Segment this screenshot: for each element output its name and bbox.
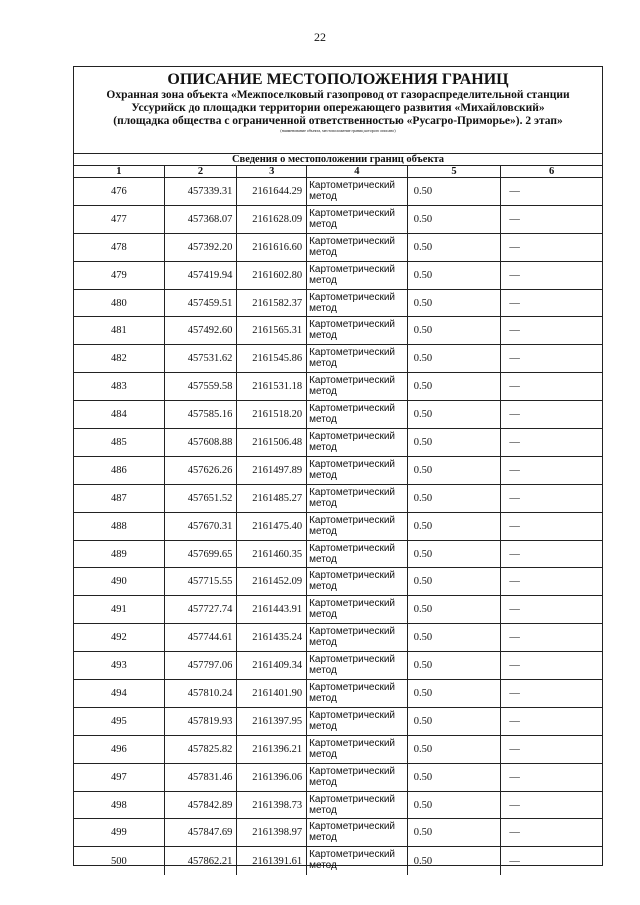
cell-point-number: 478 xyxy=(74,234,165,261)
table-row xyxy=(74,290,602,318)
cell-method: Картометрический метод xyxy=(307,624,408,651)
document-title: ОПИСАНИЕ МЕСТОПОЛОЖЕНИЯ ГРАНИЦ xyxy=(167,71,509,88)
cell-coord-x: 457368.07 xyxy=(165,206,238,233)
cell-method: Картометрический метод xyxy=(307,847,408,875)
cell-coord-x: 457585.16 xyxy=(165,401,238,428)
table-row xyxy=(74,764,602,792)
column-header: 2 xyxy=(165,166,238,177)
table-row xyxy=(74,401,602,429)
cell-coord-y: 2161565.31 xyxy=(237,317,307,344)
cell-coord-x: 457842.89 xyxy=(165,792,238,819)
cell-accuracy: 0.50 xyxy=(408,736,502,763)
cell-coord-x: 457626.26 xyxy=(165,457,238,484)
cell-point-number: 494 xyxy=(74,680,165,707)
table-row xyxy=(74,680,602,708)
cell-method: Картометрический метод xyxy=(307,345,408,372)
cell-coord-y: 2161452.09 xyxy=(237,568,307,595)
cell-accuracy: 0.50 xyxy=(408,847,502,875)
cell-point-number: 489 xyxy=(74,541,165,568)
cell-coord-y: 2161409.34 xyxy=(237,652,307,679)
table-row xyxy=(74,373,602,401)
cell-description: — xyxy=(509,855,520,867)
cell-description: — xyxy=(509,436,520,448)
cell-description: — xyxy=(509,604,520,616)
cell-point-number: 498 xyxy=(74,792,165,819)
cell-accuracy: 0.50 xyxy=(408,513,502,540)
cell-point-number: 496 xyxy=(74,736,165,763)
cell-coord-x: 457797.06 xyxy=(165,652,238,679)
cell-method: Картометрический метод xyxy=(307,596,408,623)
cell-coord-y: 2161475.40 xyxy=(237,513,307,540)
cell-method: Картометрический метод xyxy=(307,401,408,428)
cell-coord-x: 457608.88 xyxy=(165,429,238,456)
cell-point-number: 485 xyxy=(74,429,165,456)
column-header: 6 xyxy=(549,166,555,177)
cell-description: — xyxy=(509,409,520,421)
cell-description: — xyxy=(509,185,520,197)
cell-coord-y: 2161396.21 xyxy=(237,736,307,763)
cell-coord-y: 2161398.73 xyxy=(237,792,307,819)
cell-description: — xyxy=(509,269,520,281)
table-row xyxy=(74,847,602,875)
subtitle-line-1: Охранная зона объекта «Межпоселковый газопровод от газораспределительной станции xyxy=(106,89,570,101)
cell-method: Картометрический метод xyxy=(307,262,408,289)
cell-accuracy: 0.50 xyxy=(408,596,502,623)
cell-accuracy: 0.50 xyxy=(408,373,502,400)
cell-coord-y: 2161545.86 xyxy=(237,345,307,372)
cell-coord-x: 457392.20 xyxy=(165,234,238,261)
cell-point-number: 493 xyxy=(74,652,165,679)
cell-accuracy: 0.50 xyxy=(408,764,502,791)
cell-coord-y: 2161616.60 xyxy=(237,234,307,261)
object-caption: (наименование объекта, местоположение границ которого описано) xyxy=(280,128,396,133)
cell-method: Картометрический метод xyxy=(307,764,408,791)
cell-accuracy: 0.50 xyxy=(408,262,502,289)
cell-coord-y: 2161398.97 xyxy=(237,819,307,846)
cell-description: — xyxy=(509,241,520,253)
table-row xyxy=(74,178,602,206)
cell-coord-x: 457715.55 xyxy=(165,568,238,595)
cell-point-number: 476 xyxy=(74,178,165,205)
table-row xyxy=(74,541,602,569)
table-row xyxy=(74,568,602,596)
cell-point-number: 492 xyxy=(74,624,165,651)
table-row xyxy=(74,234,602,262)
cell-coord-x: 457651.52 xyxy=(165,485,238,512)
cell-method: Картометрический метод xyxy=(307,541,408,568)
cell-coord-x: 457699.65 xyxy=(165,541,238,568)
column-header: 5 xyxy=(408,166,502,177)
cell-method: Картометрический метод xyxy=(307,206,408,233)
cell-method: Картометрический метод xyxy=(307,485,408,512)
table-row xyxy=(74,596,602,624)
cell-coord-y: 2161506.48 xyxy=(237,429,307,456)
table-row xyxy=(74,457,602,485)
cell-accuracy: 0.50 xyxy=(408,485,502,512)
cell-description: — xyxy=(509,464,520,476)
cell-description: — xyxy=(509,632,520,644)
cell-description: — xyxy=(509,325,520,337)
cell-coord-x: 457825.82 xyxy=(165,736,238,763)
cell-coord-y: 2161401.90 xyxy=(237,680,307,707)
cell-coord-x: 457531.62 xyxy=(165,345,238,372)
cell-coord-x: 457847.69 xyxy=(165,819,238,846)
cell-method: Картометрический метод xyxy=(307,680,408,707)
cell-method: Картометрический метод xyxy=(307,652,408,679)
table-row xyxy=(74,736,602,764)
cell-method: Картометрический метод xyxy=(307,373,408,400)
cell-accuracy: 0.50 xyxy=(408,792,502,819)
cell-point-number: 487 xyxy=(74,485,165,512)
cell-method: Картометрический метод xyxy=(307,513,408,540)
cell-method: Картометрический метод xyxy=(307,708,408,735)
table-row xyxy=(74,317,602,345)
cell-coord-x: 457492.60 xyxy=(165,317,238,344)
cell-accuracy: 0.50 xyxy=(408,680,502,707)
cell-coord-y: 2161518.20 xyxy=(237,401,307,428)
cell-description: — xyxy=(509,715,520,727)
page-number: 22 xyxy=(314,30,326,44)
table-row xyxy=(74,819,602,847)
cell-coord-y: 2161443.91 xyxy=(237,596,307,623)
cell-coord-x: 457819.93 xyxy=(165,708,238,735)
cell-description: — xyxy=(509,492,520,504)
cell-method: Картометрический метод xyxy=(307,290,408,317)
subtitle-line-2: Уссурийск до площадки территории опережающего развития «Михайловский» xyxy=(131,102,545,114)
cell-point-number: 481 xyxy=(74,317,165,344)
cell-point-number: 483 xyxy=(74,373,165,400)
cell-method: Картометрический метод xyxy=(307,736,408,763)
table-row xyxy=(74,624,602,652)
cell-accuracy: 0.50 xyxy=(408,708,502,735)
column-header: 1 xyxy=(74,166,165,177)
table-row xyxy=(74,485,602,513)
cell-point-number: 495 xyxy=(74,708,165,735)
cell-coord-x: 457419.94 xyxy=(165,262,238,289)
table-row xyxy=(74,652,602,680)
cell-coord-y: 2161435.24 xyxy=(237,624,307,651)
cell-description: — xyxy=(509,213,520,225)
cell-method: Картометрический метод xyxy=(307,568,408,595)
cell-coord-x: 457744.61 xyxy=(165,624,238,651)
cell-description: — xyxy=(509,687,520,699)
cell-accuracy: 0.50 xyxy=(408,206,502,233)
cell-accuracy: 0.50 xyxy=(408,541,502,568)
cell-accuracy: 0.50 xyxy=(408,345,502,372)
document-header xyxy=(74,67,602,154)
column-header: 4 xyxy=(307,166,408,177)
cell-description: — xyxy=(509,771,520,783)
cell-coord-y: 2161497.89 xyxy=(237,457,307,484)
table-body xyxy=(74,178,602,875)
cell-method: Картометрический метод xyxy=(307,429,408,456)
table-row xyxy=(74,513,602,541)
table-row xyxy=(74,206,602,234)
cell-description: — xyxy=(509,799,520,811)
cell-description: — xyxy=(509,576,520,588)
cell-point-number: 488 xyxy=(74,513,165,540)
cell-coord-x: 457459.51 xyxy=(165,290,238,317)
cell-point-number: 477 xyxy=(74,206,165,233)
cell-coord-y: 2161602.80 xyxy=(237,262,307,289)
cell-description: — xyxy=(509,353,520,365)
cell-accuracy: 0.50 xyxy=(408,652,502,679)
cell-coord-x: 457559.58 xyxy=(165,373,238,400)
cell-coord-y: 2161582.37 xyxy=(237,290,307,317)
cell-coord-x: 457339.31 xyxy=(165,178,238,205)
column-header-row xyxy=(74,166,602,178)
cell-point-number: 500 xyxy=(74,847,165,875)
cell-description: — xyxy=(509,548,520,560)
cell-point-number: 484 xyxy=(74,401,165,428)
cell-method: Картометрический метод xyxy=(307,178,408,205)
cell-point-number: 490 xyxy=(74,568,165,595)
cell-coord-x: 457670.31 xyxy=(165,513,238,540)
cell-accuracy: 0.50 xyxy=(408,178,502,205)
cell-coord-x: 457862.21 xyxy=(165,847,238,875)
cell-point-number: 486 xyxy=(74,457,165,484)
boundary-table xyxy=(73,66,603,872)
section-title: Сведения о местоположении границ объекта xyxy=(74,154,602,166)
cell-coord-x: 457831.46 xyxy=(165,764,238,791)
table-row xyxy=(74,345,602,373)
cell-description: — xyxy=(509,381,520,393)
cell-description: — xyxy=(509,743,520,755)
cell-accuracy: 0.50 xyxy=(408,624,502,651)
cell-accuracy: 0.50 xyxy=(408,819,502,846)
cell-description: — xyxy=(509,827,520,839)
table-row xyxy=(74,429,602,457)
cell-description: — xyxy=(509,660,520,672)
table-row xyxy=(74,792,602,820)
cell-method: Картометрический метод xyxy=(307,819,408,846)
cell-point-number: 491 xyxy=(74,596,165,623)
subtitle-line-3: (площадка общества с ограниченной ответственностью «Русагро-Приморье»). 2 этап» xyxy=(113,115,563,127)
cell-accuracy: 0.50 xyxy=(408,234,502,261)
cell-coord-x: 457727.74 xyxy=(165,596,238,623)
cell-coord-y: 2161397.95 xyxy=(237,708,307,735)
cell-method: Картометрический метод xyxy=(307,317,408,344)
cell-point-number: 479 xyxy=(74,262,165,289)
cell-coord-y: 2161391.61 xyxy=(237,847,307,875)
cell-method: Картометрический метод xyxy=(307,792,408,819)
cell-coord-y: 2161396.06 xyxy=(237,764,307,791)
cell-accuracy: 0.50 xyxy=(408,401,502,428)
cell-description: — xyxy=(509,520,520,532)
cell-accuracy: 0.50 xyxy=(408,568,502,595)
cell-accuracy: 0.50 xyxy=(408,457,502,484)
cell-coord-y: 2161644.29 xyxy=(237,178,307,205)
cell-point-number: 482 xyxy=(74,345,165,372)
cell-method: Картометрический метод xyxy=(307,457,408,484)
cell-method: Картометрический метод xyxy=(307,234,408,261)
cell-point-number: 480 xyxy=(74,290,165,317)
column-header: 3 xyxy=(237,166,307,177)
table-row xyxy=(74,708,602,736)
cell-accuracy: 0.50 xyxy=(408,429,502,456)
cell-coord-y: 2161460.35 xyxy=(237,541,307,568)
table-row xyxy=(74,262,602,290)
cell-coord-y: 2161531.18 xyxy=(237,373,307,400)
cell-point-number: 499 xyxy=(74,819,165,846)
cell-coord-y: 2161485.27 xyxy=(237,485,307,512)
cell-accuracy: 0.50 xyxy=(408,317,502,344)
cell-coord-x: 457810.24 xyxy=(165,680,238,707)
cell-coord-y: 2161628.09 xyxy=(237,206,307,233)
cell-accuracy: 0.50 xyxy=(408,290,502,317)
cell-description: — xyxy=(509,297,520,309)
cell-point-number: 497 xyxy=(74,764,165,791)
